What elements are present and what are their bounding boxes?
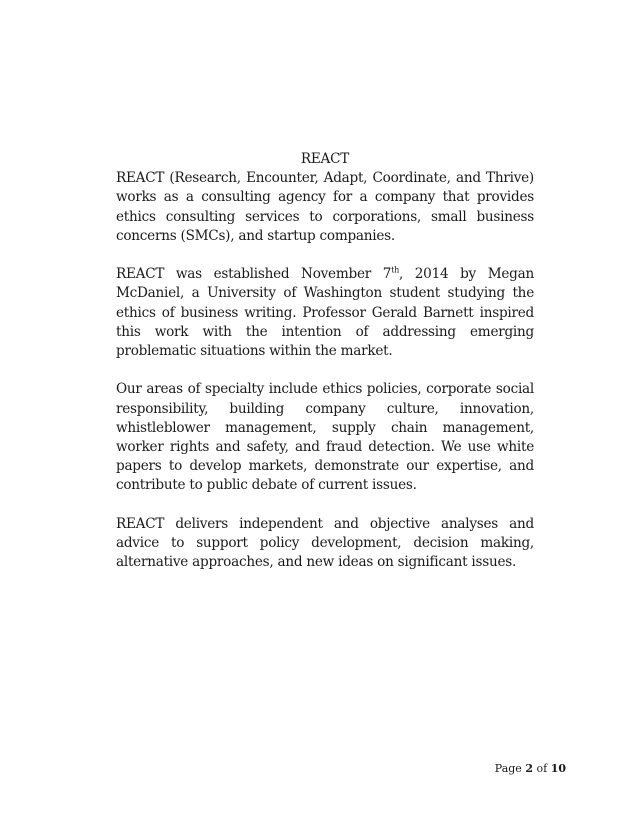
page-label: Page: [494, 762, 522, 775]
paragraph-intro: REACT (Research, Encounter, Adapt, Coordinate, and Thrive) works as a consulting agency for a company that provides ethics consulting services to corporations, small business concerns (SMCs), and startup companies.: [116, 170, 534, 244]
established-text-start: REACT was established November 7: [116, 266, 392, 283]
page-footer: [495, 762, 566, 776]
paragraph-established: [116, 265, 534, 361]
ordinal-suffix: th: [391, 265, 399, 275]
paragraph-deliverables: REACT delivers independent and objective analyses and advice to support policy development, decision making, alternative approaches, and new ideas on significant issues.: [116, 515, 534, 571]
paragraph-specialties: Our areas of specialty include ethics policies, corporate social responsibility, building company culture, innovation, whistleblower management, supply chain management, worker rights and safety, and fraud detection. We use white papers to develop markets, demonstrate our expertise, and contribute to public debate of current issues.: [116, 381, 534, 494]
total-page-number: 10: [550, 762, 566, 775]
of-label: of: [536, 762, 548, 775]
current-page-number: 2: [525, 762, 533, 775]
document-title: REACT: [300, 151, 350, 167]
document-body: [116, 150, 534, 592]
established-text-end: , 2014 by Megan McDaniel, a University of Washington student studying the ethics of business writing. Professor Gerald Barnett inspired this work with the intention of addressing emerging problematic situations within the market.: [116, 266, 534, 360]
